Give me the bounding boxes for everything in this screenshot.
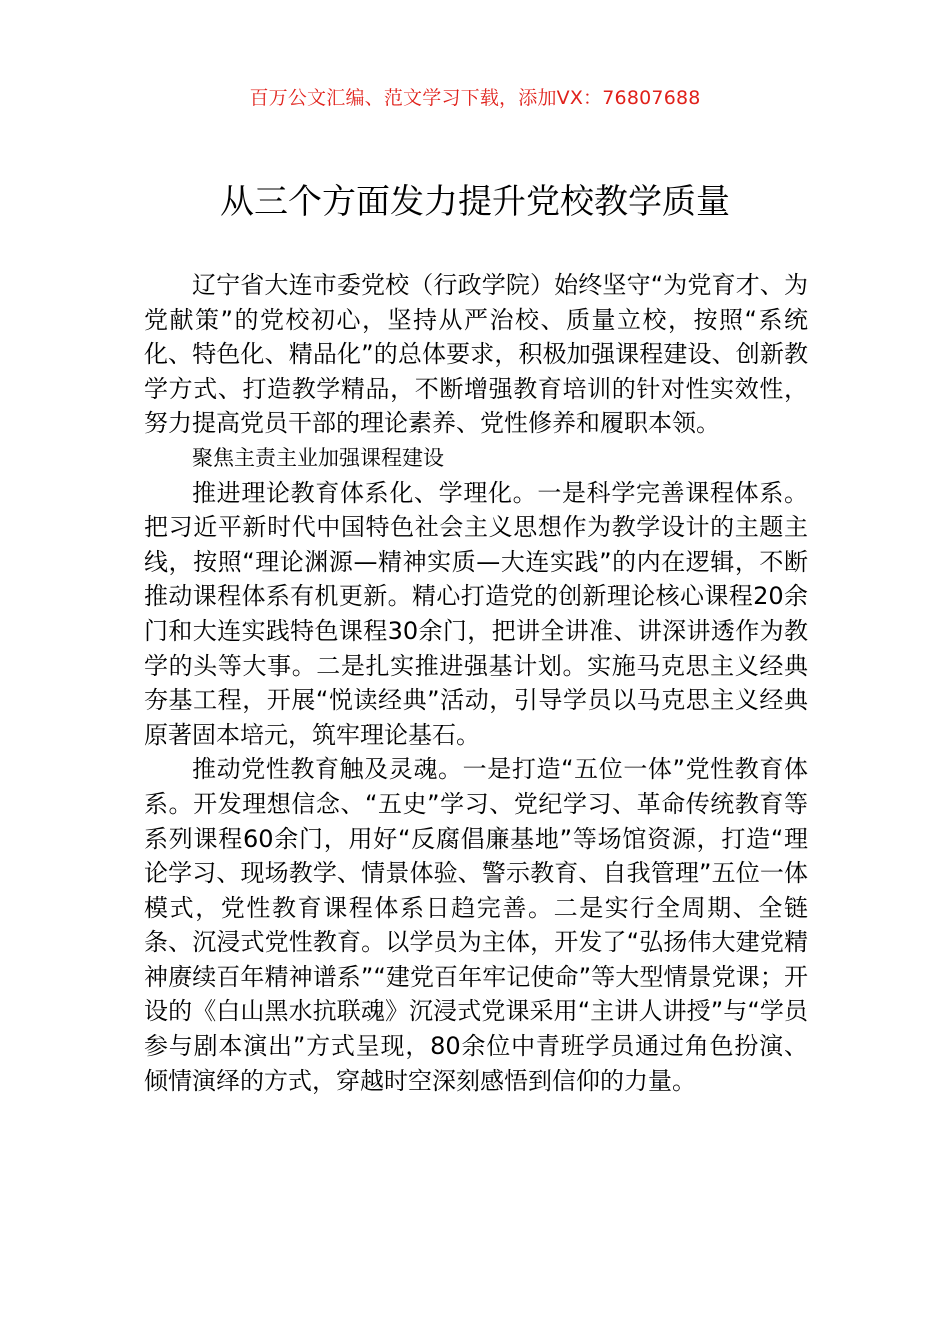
document-title: 从三个方面发力提升党校教学质量	[220, 182, 730, 222]
document-body	[144, 268, 808, 1098]
body-paragraph: 推动党性教育触及灵魂。一是打造“五位一体”党性教育体系。开发理想信念、“五史”学习、党纪学习、革命传统教育等系列课程60余门，用好“反腐倡廉基地”等场馆资源，打造“理论学习、现场教学、情景体验、警示教育、自我管理”五位一体模式，党性教育课程体系日趋完善。二是实行全周期、全链条、沉浸式党性教育。以学员为主体，开发了“弘扬伟大建党精神赓续百年精神谱系”“建党百年牢记使命”等大型情景党课；开设的《白山黑水抗联魂》沉浸式党课采用“主讲人讲授”与“学员参与剧本演出”方式呈现，80余位中青班学员通过角色扮演、倾情演绎的方式，穿越时空深刻感悟到信仰的力量。	[144, 755, 808, 1095]
body-paragraph: 推进理论教育体系化、学理化。一是科学完善课程体系。把习近平新时代中国特色社会主义思想作为教学设计的主题主线，按照“理论渊源—精神实质—大连实践”的内在逻辑，不断推动课程体系有机更新。精心打造党的创新理论核心课程20余门和大连实践特色课程30余门，把讲全讲准、讲深讲透作为教学的头等大事。二是扎实推进强基计划。实施马克思主义经典夯基工程，开展“悦读经典”活动，引导学员以马克思主义经典原著固本培元，筑牢理论基石。	[144, 478, 808, 749]
promo-banner: 百万公文汇编、范文学习下载，添加VX：76807688	[249, 87, 701, 109]
section-heading: 聚焦主责主业加强课程建设	[192, 445, 444, 470]
intro-paragraph: 辽宁省大连市委党校（行政学院）始终坚守“为党育才、为党献策”的党校初心，坚持从严治校、质量立校，按照“系统化、特色化、精品化”的总体要求，积极加强课程建设、创新教学方式、打造教学精品，不断增强教育培训的针对性实效性，努力提高党员干部的理论素养、党性修养和履职本领。	[144, 271, 808, 438]
